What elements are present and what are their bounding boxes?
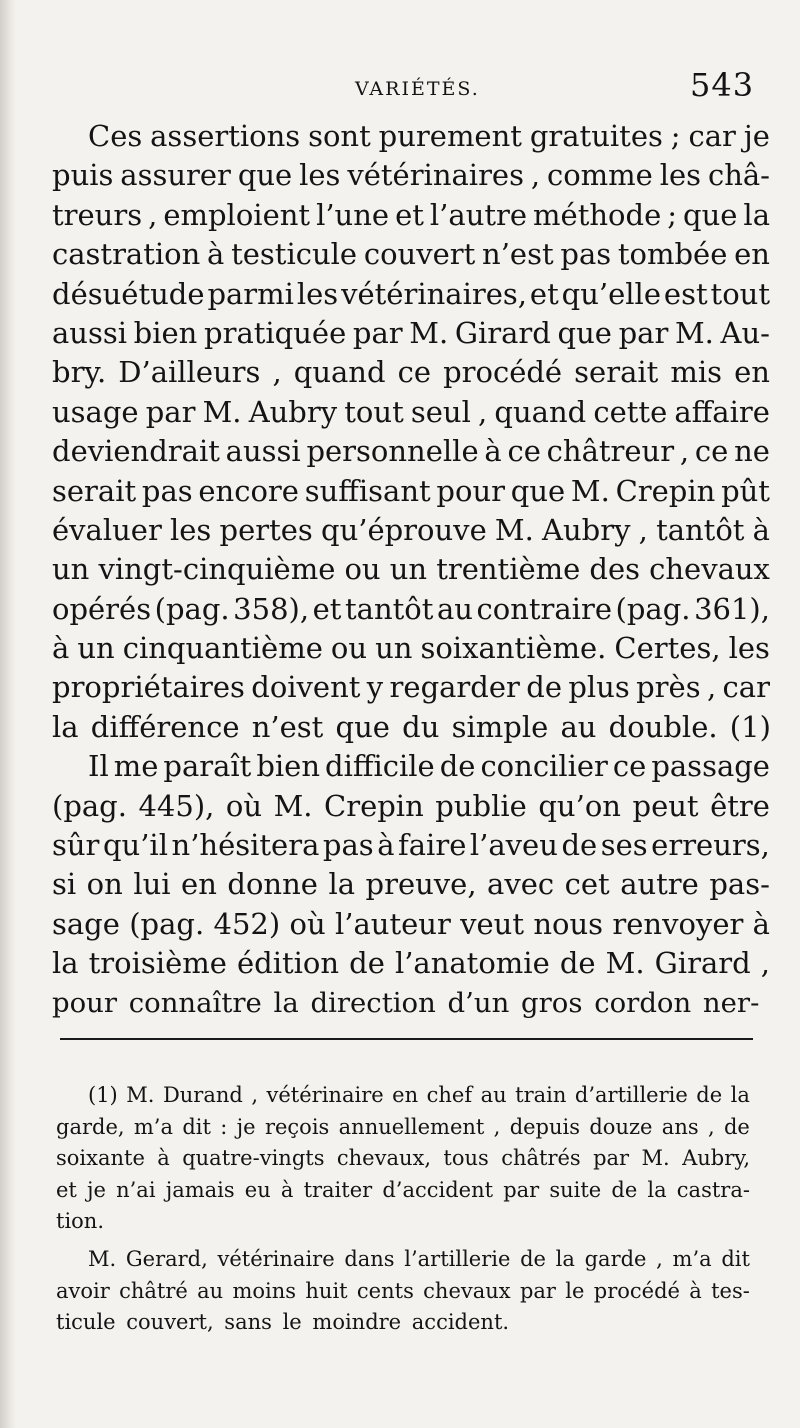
text-line: Il me paraît bien difficile de concilier ce passage — [88, 749, 770, 784]
running-head: VARIÉTÉS. — [355, 78, 480, 100]
text-line: sûr qu’il n’hésitera pas à faire l’aveu de ses erreurs, — [52, 828, 770, 863]
text-line: un vingt-cinquième ou un trentième des chevaux — [52, 552, 770, 587]
text-line: à un cinquantième ou un soixantième. Certes, les — [52, 631, 770, 666]
text-line: propriétaires doivent y regarder de plus près , car — [52, 670, 770, 705]
text-line: castration à testicule couvert n’est pas tombée en — [52, 237, 770, 272]
footnote-line: ticule couvert, sans le moindre accident. — [56, 1310, 510, 1335]
text-line: sage (pag. 452) où l’auteur veut nous renvoyer à — [52, 906, 770, 941]
text-line: (pag. 445), où M. Crepin publie qu’on peut être — [52, 788, 770, 823]
body-text — [52, 117, 770, 1023]
text-line: puis assurer que les vétérinaires , comme les châ- — [52, 158, 770, 193]
text-line: usage par M. Aubry tout seul , quand cette affaire — [52, 394, 770, 429]
text-line: désuétude parmi les vétérinaires, et qu’elle est tout — [52, 276, 770, 311]
text-line: bry. D’ailleurs , quand ce procédé serait mis en — [52, 355, 770, 390]
page-binding-edge — [0, 0, 16, 1428]
text-line: la troisième édition de l’anatomie de M. Girard , — [52, 946, 770, 981]
footnote-line: tion. — [56, 1209, 104, 1234]
footnote-line: soixante à quatre-vingts chevaux, tous châtrés par M. Aubry, — [56, 1146, 750, 1171]
text-line: la différence n’est que du simple au double. (1) — [52, 709, 771, 744]
page-number: 543 — [690, 66, 755, 104]
footnote-line: et je n’ai jamais eu à traiter d’accident par suite de la castra- — [56, 1177, 750, 1202]
text-line: pour connaître la direction d’un gros cordon ner- — [52, 986, 760, 1019]
footnote-line: (1) M. Durand , vétérinaire en chef au train d’artillerie de la — [88, 1083, 750, 1107]
footnote-separator-rule — [60, 1038, 753, 1040]
text-line: aussi bien pratiquée par M. Girard que par M. Au- — [52, 315, 770, 350]
text-line: deviendrait aussi personnelle à ce châtreur , ce ne — [52, 434, 770, 469]
text-line: opérés (pag. 358), et tantôt au contraire (pag. 361), — [52, 591, 770, 626]
text-line: si on lui en donne la preuve, avec cet autre pas- — [52, 867, 770, 902]
text-line: Ces assertions sont purement gratuites ; car je — [88, 119, 770, 153]
text-line: treurs , emploient l’une et l’autre méthode ; que la — [52, 197, 770, 232]
footnote-line: garde, m’a dit : je reçois annuellement , depuis douze ans , de — [56, 1114, 750, 1139]
page-header — [0, 66, 800, 114]
text-line: évaluer les pertes qu’éprouve M. Aubry , tantôt à — [52, 512, 770, 547]
text-line: serait pas encore suffisant pour que M. Crepin pût — [52, 473, 770, 508]
footnotes — [56, 1080, 750, 1339]
footnote-line: M. Gerard, vétérinaire dans l’artillerie de la garde , m’a dit — [88, 1246, 750, 1271]
footnote-line: avoir châtré au moins huit cents chevaux par le procédé à tes- — [56, 1278, 750, 1303]
